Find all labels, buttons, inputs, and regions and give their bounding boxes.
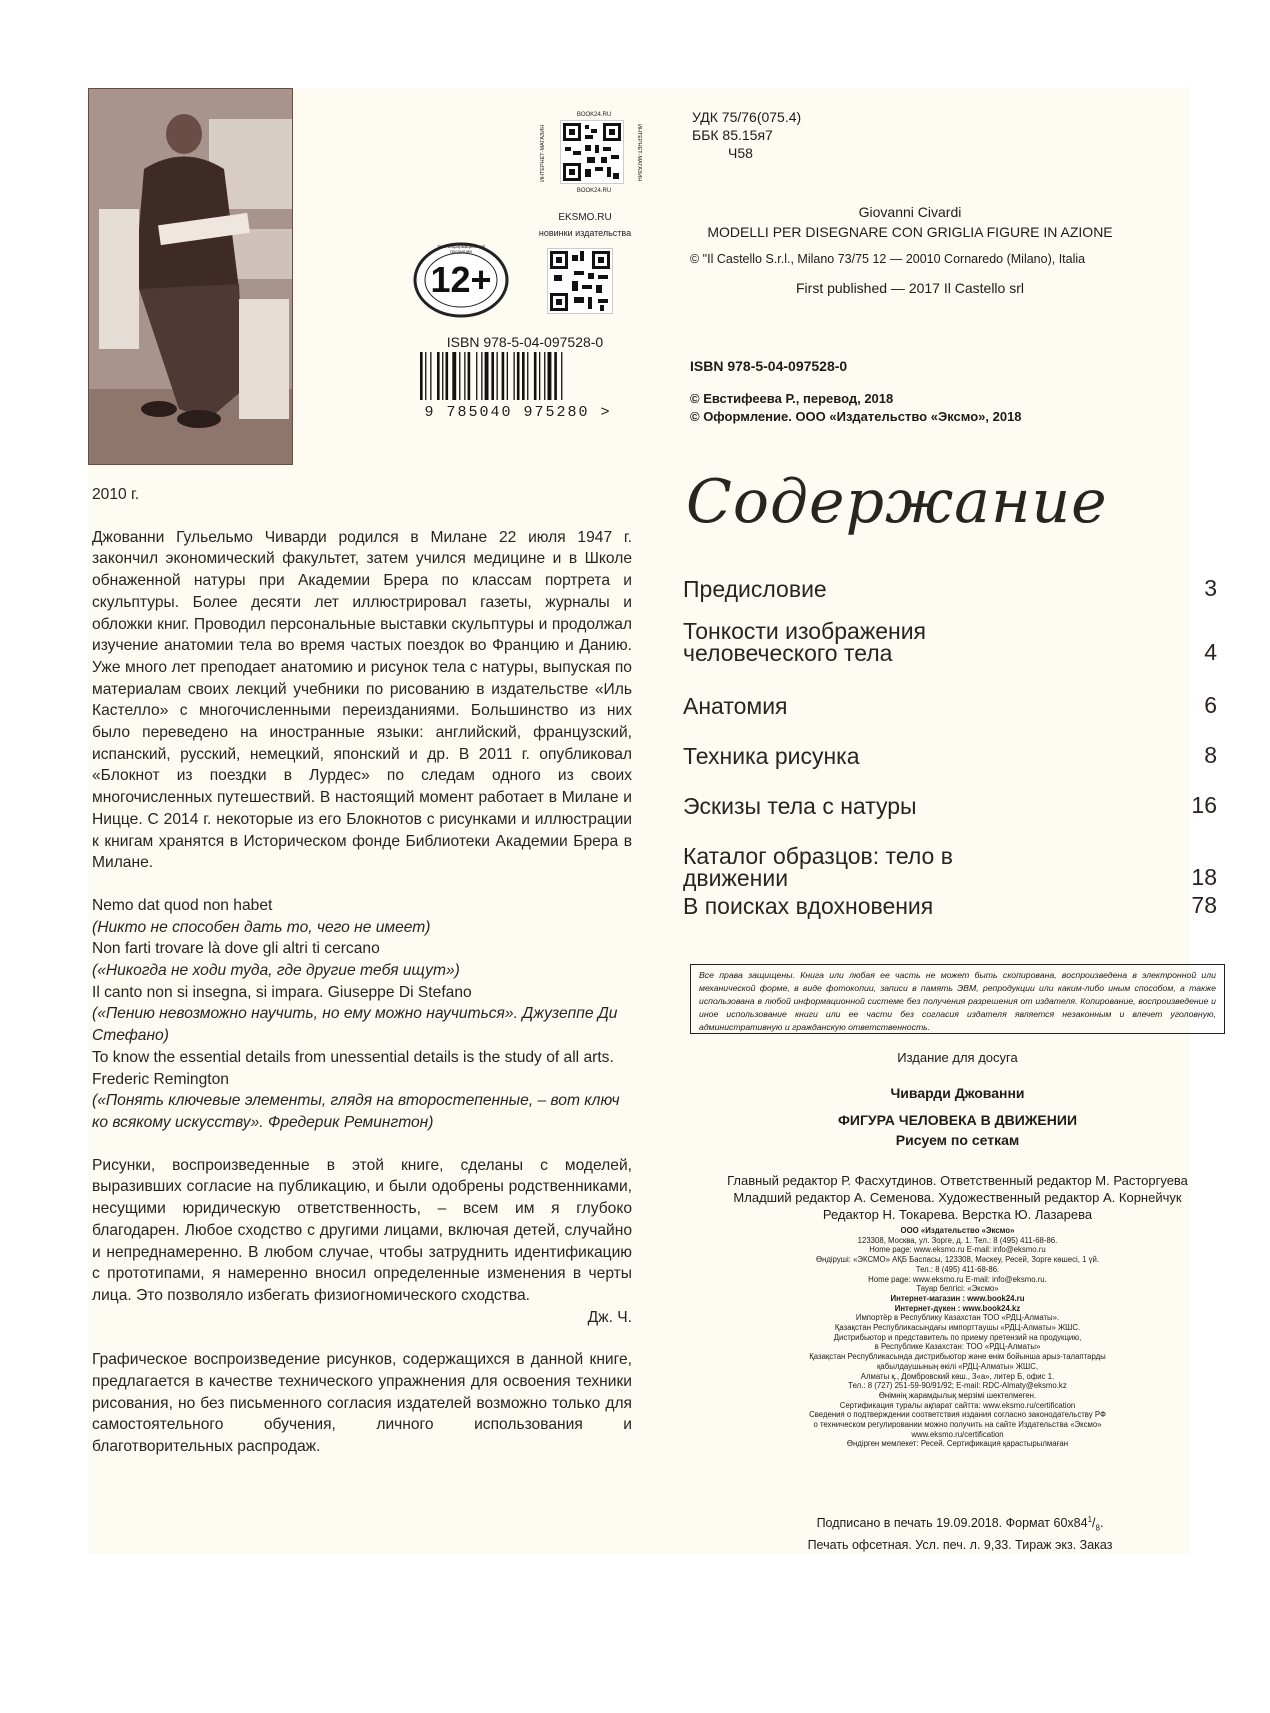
barcode-bar	[527, 352, 528, 400]
age-rating-ring-text: Знак информационной продукции	[437, 244, 485, 254]
barcode-bar	[502, 352, 505, 400]
barcode-bar	[514, 352, 515, 400]
qr-code-book24[interactable]	[560, 120, 624, 184]
barcode-bar	[548, 352, 552, 400]
toc-item[interactable]	[683, 620, 1217, 664]
imprint-line: Импортёр в Республику Казахстан ТОО «РДЦ-Алматы».	[855, 1313, 1060, 1323]
bbk-code: ББК 85.15я7	[692, 127, 773, 143]
original-title: MODELLI PER DISEGNARE CON GRIGLIA FIGURE IN AZIONE	[707, 224, 1113, 240]
qr-top-label: BOOK24.RU	[576, 112, 612, 118]
quotes-block	[92, 895, 632, 1134]
models-note-signature: Дж. Ч.	[587, 1308, 632, 1326]
quote-translation: («Пению невозможно научить, но ему можно научиться». Джузеппе Ди Стефано)	[92, 1005, 618, 1045]
udk-code: УДК 75/76(075.4)	[692, 109, 802, 125]
imprint-line: о техническом регулировании можно получить на сайте Издательства «Эксмо»	[813, 1420, 1102, 1430]
toc-item-page: 16	[1191, 792, 1217, 818]
qr-left-label: ИНТЕРНЕТ-МАГАЗИН	[540, 124, 546, 182]
imprint-line: Тауар белгісі: «Эксмо»	[916, 1284, 999, 1294]
author-photo	[88, 88, 293, 465]
quote-original: Non farti trovare là dove gli altri ti cercano	[92, 940, 380, 958]
barcode-bar	[476, 352, 477, 400]
barcode-bar	[430, 352, 431, 400]
toc-item[interactable]	[683, 742, 1217, 769]
original-copyright: © "Il Castello S.r.l., Milano 73/75 12 — 20010 Cornaredo (Milano), Italia	[690, 252, 1086, 266]
toc-item-label: Анатомия	[683, 693, 788, 719]
barcode-bar	[446, 352, 449, 400]
barcode-bar	[539, 352, 540, 400]
barcode-bar	[517, 352, 520, 400]
toc-item-page: 3	[1204, 575, 1217, 601]
imprint-line: Тел.: 8 (495) 411-68-86.	[915, 1264, 1000, 1274]
barcode-bar	[442, 352, 443, 400]
eksmo-caption: новинки издательства	[538, 228, 632, 238]
imprint-line: Өндіруші: «ЭКСМО» АҚБ Баспасы, 123308, Мәскеу, Ресей, Зорге көшесі, 1 үй.	[815, 1255, 1100, 1265]
qr-bottom-label: BOOK24.RU	[576, 188, 612, 194]
imprint-line: в Республике Казахстан: ТОО «РДЦ-Алматы»	[874, 1342, 1041, 1352]
imprint-line: Қазақстан Республикасында дистрибьютор және өнім бойынша арыз-талаптарды	[809, 1352, 1106, 1362]
toc-item[interactable]	[683, 892, 1217, 919]
toc-item[interactable]	[683, 692, 1217, 719]
copyright-notice-box	[690, 964, 1225, 1034]
first-published: First published — 2017 Il Castello srl	[796, 280, 1024, 296]
imprint-line: Өндірген мемлекет: Ресей. Сертификация қарастырылмаған	[846, 1439, 1069, 1449]
print-info-line2: Печать офсетная. Усл. печ. л. 9,33. Тираж экз. Заказ	[807, 1537, 1113, 1552]
imprint-line: Сведения о подтверждении соответствия издания согласно законодательству РФ	[809, 1410, 1106, 1420]
edition-author: Чиварди Джованни	[890, 1085, 1025, 1101]
contents-heading	[686, 462, 1166, 548]
toc-item-label: Тонкости изображения человеческого тела	[683, 618, 926, 666]
barcode-bar	[554, 352, 557, 400]
toc-item-page: 78	[1191, 892, 1217, 918]
editor-line: Главный редактор Р. Фасхутдинов. Ответственный редактор М. Расторгуева	[727, 1173, 1188, 1188]
translation-rights: © Евстифеева Р., перевод, 2018	[690, 391, 894, 406]
barcode-bar	[481, 352, 482, 400]
editor-line: Редактор Н. Токарева. Верстка Ю. Лазарева	[822, 1207, 1093, 1222]
copyright-notice-text: Все права защищены. Книга или любая ее часть не может быть скопирована, воспроизведена в электронной или механической форме, в виде фотокопии, записи в память ЭВМ, репродукции или каким-либо иным способом, а также использована в любой информационной системе без получения разрешения от издателя. Копирование, воспроизведение и иное использование книги или ее части без согласия издателя является незаконным и влечет уголовную, административную и гражданскую ответственность.	[699, 970, 1216, 1032]
toc-item-label: Техника рисунка	[683, 743, 860, 769]
models-note: Рисунки, воспроизведенные в этой книге, сделаны с моделей, выразивших согласие на публикацию, и были одобрены родственниками, несущими юридическую ответственность, – всем им я глубоко благодарен. Любое сходство с другими лицами, включая детей, случайно и непреднамеренно. В любом случае, чтобы затруднить идентификацию с прототипами, я намеренно вносил определенные изменения в черты лица. Это позволяло избегать физиогномического сходства.	[92, 1156, 632, 1304]
toc-item-label: Эскизы тела с натуры	[683, 793, 917, 819]
qr-right-label: ИНТЕРНЕТ-МАГАЗИН	[636, 124, 642, 182]
rights-block	[690, 390, 1022, 426]
imprint-line: Тел.: 8 (727) 251-59-90/91/92; E-mail: RDC-Almaty@eksmo.kz	[848, 1381, 1067, 1391]
barcode-bar	[437, 352, 440, 400]
imprint-line: Интернет-дүкен : www.book24.kz	[894, 1303, 1021, 1313]
barcode-bar	[507, 352, 508, 400]
toc-item[interactable]	[683, 575, 1217, 602]
age-rating-value: 12+	[430, 259, 492, 300]
isbn-line: ISBN 978-5-04-097528-0	[690, 358, 848, 374]
imprint-line: Сертификация туралы ақпарат сайтта: www.eksmo.ru/certification	[839, 1400, 1076, 1410]
barcode-bar	[491, 352, 494, 400]
quote-original: Nemo dat quod non habet	[92, 896, 273, 914]
imprint-line: Қазақстан Республикасындағы импорттаушы «РДЦ-Алматы» ЖШС.	[834, 1323, 1081, 1333]
barcode-bar	[561, 352, 562, 400]
barcode-bar	[522, 352, 525, 400]
barcode-bar	[425, 352, 426, 400]
edition-subtitle: Рисуем по сеткам	[895, 1132, 1020, 1148]
toc-item-label: Каталог образцов: тело в движении	[683, 843, 953, 891]
barcode-bar	[485, 352, 489, 400]
barcode-digits: 9 785040 975280 >	[424, 404, 612, 421]
barcode-isbn-label: ISBN 978-5-04-097528-0	[446, 334, 604, 350]
quote-original: To know the essential details from unessential details is the study of all arts. Frederic Remington	[92, 1048, 614, 1088]
imprint-block	[700, 1226, 1215, 1449]
design-rights: © Оформление. ООО «Издательство «Эксмо», 2018	[690, 409, 1022, 424]
toc-item-page: 4	[1204, 639, 1217, 665]
print-info	[700, 1512, 1220, 1553]
imprint-line: Интернет-магазин : www.book24.ru	[890, 1293, 1025, 1303]
print-info-line1: Подписано в печать 19.09.2018. Формат $60x84^1/_8$.	[816, 1515, 1104, 1533]
edition-title: ФИГУРА ЧЕЛОВЕКА В ДВИЖЕНИИ	[837, 1112, 1078, 1128]
barcode-bar	[497, 352, 498, 400]
original-author: Giovanni Civardi	[858, 204, 962, 220]
toc-item-page: 18	[1191, 864, 1217, 890]
imprint-line: Home page: www.eksmo.ru E-mail: info@eksmo.ru	[869, 1245, 1046, 1255]
editors-block	[680, 1172, 1235, 1223]
barcode-bar	[468, 352, 471, 400]
eksmo-site: EKSMO.RU	[558, 212, 612, 223]
imprint-line: www.eksmo.ru/certification	[911, 1429, 1004, 1439]
barcode-bar	[452, 352, 456, 400]
quote-original: Il canto non si insegna, si impara. Giuseppe Di Stefano	[92, 983, 472, 1001]
barcode-bar	[459, 352, 460, 400]
barcode-bar	[464, 352, 465, 400]
toc-item[interactable]	[683, 792, 1217, 819]
classification-block	[692, 108, 801, 162]
imprint-line: Алматы қ., Домбровский көш., 3«а», литер Б, офис 1.	[860, 1371, 1055, 1381]
barcode-bar	[534, 352, 537, 400]
toc-item-label: В поисках вдохновения	[683, 893, 934, 919]
toc-item[interactable]	[683, 845, 1217, 889]
author-bio: Джованни Гульельмо Чиварди родился в Милане 22 июля 1947 г. закончил экономический факультет, затем учился медицине и в Школе обнаженной натуры при Академии Брера по классам портрета и скульптуры. Более десяти лет иллюстрировал газеты, журналы и обложки книг. Проводил персональные выставки скульптуры и продолжал изучение анатомии тела во время частых поездок во Францию и Данию. Уже много лет преподает анатомию и рисунок тела с натуры, выпуская по материалам своих лекций учебники по рисованию в издательстве «Иль Кастелло» с многочисленными переизданиями. Большинство из них было переведено на иностранные языки: английский, французский, испанский, русский, немецкий, японский и др. В 2011 г. опубликовал «Блокнот из поездки в Лурдес» по следам одного из своих многочисленных путешествий. В настоящий момент работает в Милане и Ницце. С 2014 г. некоторые из его Блокнотов с рисунками и иллюстрации к книгам хранятся в Историческом фонде Библиотеки Академии Брера в Милане.	[92, 528, 632, 872]
imprint-line: 123308, Москва, ул. Зорге, д. 1. Тел.: 8 (495) 411-68-86.	[857, 1235, 1058, 1245]
format-fraction-num: 1	[1087, 1515, 1093, 1524]
edition-type: Издание для досуга	[897, 1050, 1018, 1065]
age-rating-badge	[413, 242, 509, 318]
imprint-line: қабылдаушының өкілі «РДЦ-Алматы» ЖШС,	[877, 1361, 1038, 1371]
editor-line: Младший редактор А. Семенова. Художественный редактор А. Корнейчук	[733, 1190, 1182, 1205]
barcode-bar	[420, 352, 423, 400]
quote-translation: (Никто не способен дать то, чего не имеет)	[92, 918, 431, 936]
barcode-bar	[544, 352, 545, 400]
imprint-line: ООО «Издательство «Эксмо»	[900, 1226, 1015, 1235]
quote-translation: («Никогда не ходи туда, где другие тебя ищут»)	[92, 962, 460, 980]
photo-year: 2010 г.	[92, 486, 140, 503]
qr-code-eksmo[interactable]	[547, 248, 613, 314]
format-fraction-den: 8	[1095, 1523, 1100, 1533]
imprint-line: Өнімнің жарамдылық мерзімі шектелмеген.	[878, 1390, 1037, 1400]
imprint-line: Дистрибьютор и представитель по приему претензий на продукцию,	[833, 1332, 1082, 1342]
reproduction-note: Графическое воспроизведение рисунков, содержащихся в данной книге, предлагается в качестве технического упражнения для освоения техники рисования, но без письменного согласия издателей возможно только для самостоятельного обучения, личного использования и благотворительных распродаж.	[92, 1351, 632, 1456]
toc-item-page: 8	[1204, 742, 1217, 768]
imprint-line: Home page: www.eksmo.ru E-mail: info@eksmo.ru.	[868, 1274, 1047, 1284]
contents-heading-text: Содержание	[686, 467, 1108, 537]
toc-item-label: Предисловие	[683, 576, 827, 602]
left-column	[92, 484, 632, 1458]
quote-translation: («Понять ключевые элементы, глядя на второстепенные, – вот ключ ко всякому искусству». Фредерик Ремингтон)	[92, 1092, 620, 1131]
toc-item-page: 6	[1204, 692, 1217, 718]
author-mark: Ч58	[728, 145, 753, 161]
original-edition	[700, 202, 1120, 242]
